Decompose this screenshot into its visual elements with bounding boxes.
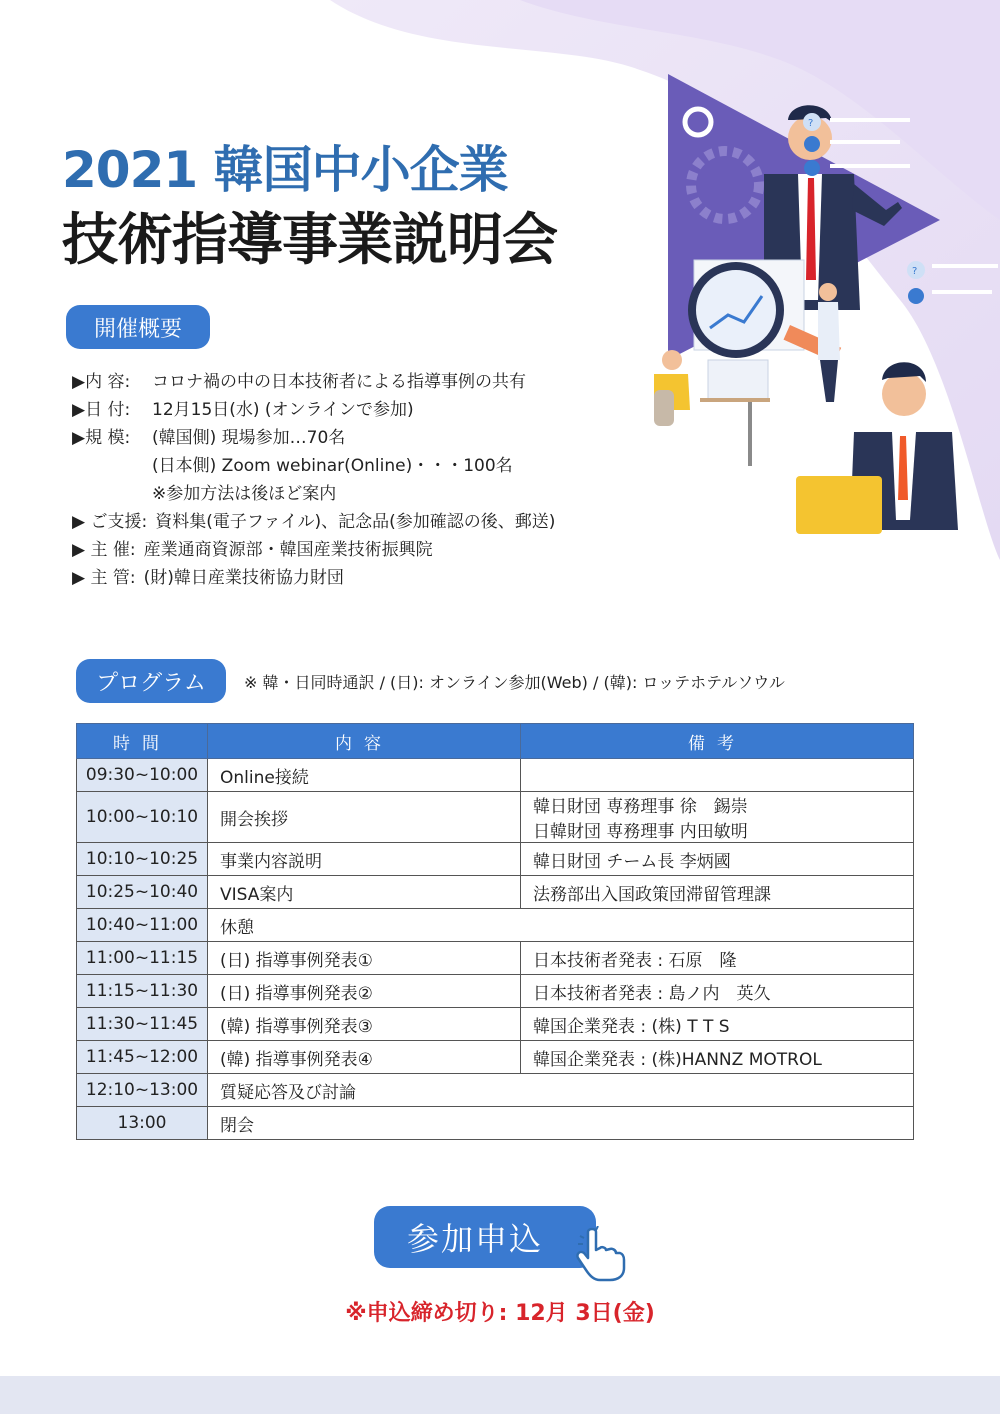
table-header-row <box>77 724 914 759</box>
svg-text:?: ? <box>912 266 918 277</box>
overview-item-organizer: ▶ 主 管: (財)韓日産業技術協力財団 <box>72 568 344 588</box>
table-row: 10:25~10:40 VISA案内 法務部出入国政策団滞留管理課 <box>77 876 914 909</box>
table-row: 10:40~11:00 休憩 <box>77 909 914 942</box>
program-note: ※ 韓・日同時通訳 / (日): オンライン参加(Web) / (韓): ロッテホテルソウル <box>244 673 785 692</box>
table-row: 12:10~13:00 質疑応答及び討論 <box>77 1074 914 1107</box>
table-row: 11:30~11:45 (韓) 指導事例発表③ 韓国企業発表 : (株) T T S <box>77 1008 914 1041</box>
table-row: 11:15~11:30 (日) 指導事例発表② 日本技術者発表 : 島ノ内 英久 <box>77 975 914 1008</box>
title-line2: 技術指導事業説明会 <box>62 208 557 273</box>
table-row: 10:10~10:25 事業内容説明 韓日財団 チーム長 李炳國 <box>77 843 914 876</box>
overview-item-scale-note: ※参加方法は後ほど案内 <box>152 484 337 504</box>
header-time: 時間 <box>77 724 208 759</box>
pointing-hand-icon <box>574 1226 628 1282</box>
header-note: 備考 <box>521 724 914 759</box>
table-row: 11:45~12:00 (韓) 指導事例発表④ 韓国企業発表 : (株)HANNZ MOTROL <box>77 1041 914 1074</box>
table-row: 09:30~10:00 Online接続 <box>77 759 914 792</box>
overview-item-support: ▶ ご支援: 資料集(電子ファイル)、記念品(参加確認の後、郵送) <box>72 512 556 532</box>
svg-text:?: ? <box>808 118 814 129</box>
overview-item-content: ▶内 容: コロナ禍の中の日本技術者による指導事例の共有 <box>72 372 526 392</box>
program-label: プログラム <box>76 659 226 703</box>
apply-button[interactable]: 参加申込 <box>374 1206 596 1268</box>
business-illustration <box>640 60 1000 540</box>
overview-list <box>72 368 555 592</box>
title-line1: 2021 韓国中小企業 <box>62 141 508 199</box>
overview-item-scale: ▶規 模: (韓国側) 現場参加…70名 <box>72 428 346 448</box>
footer-band <box>0 1376 1000 1414</box>
overview-item-date: ▶日 付: 12月15日(水) (オンラインで参加) <box>72 400 414 420</box>
deadline-text: ※申込締め切り: 12月 3日(金) <box>345 1301 655 1326</box>
header-content: 内容 <box>208 724 521 759</box>
table-row: 10:00~10:10 開会挨拶 韓日財団 専務理事 徐 錫崇 日韓財団 専務理事 内田敏明 <box>77 792 914 843</box>
program-table <box>76 723 914 1140</box>
overview-item-scale-japan: (日本側) Zoom webinar(Online)・・・100名 <box>152 456 513 476</box>
table-row: 11:00~11:15 (日) 指導事例発表① 日本技術者発表 : 石原 隆 <box>77 942 914 975</box>
table-row: 13:00 閉会 <box>77 1107 914 1140</box>
overview-label: 開催概要 <box>66 305 210 349</box>
overview-item-host: ▶ 主 催: 産業通商資源部・韓国産業技術振興院 <box>72 540 433 560</box>
